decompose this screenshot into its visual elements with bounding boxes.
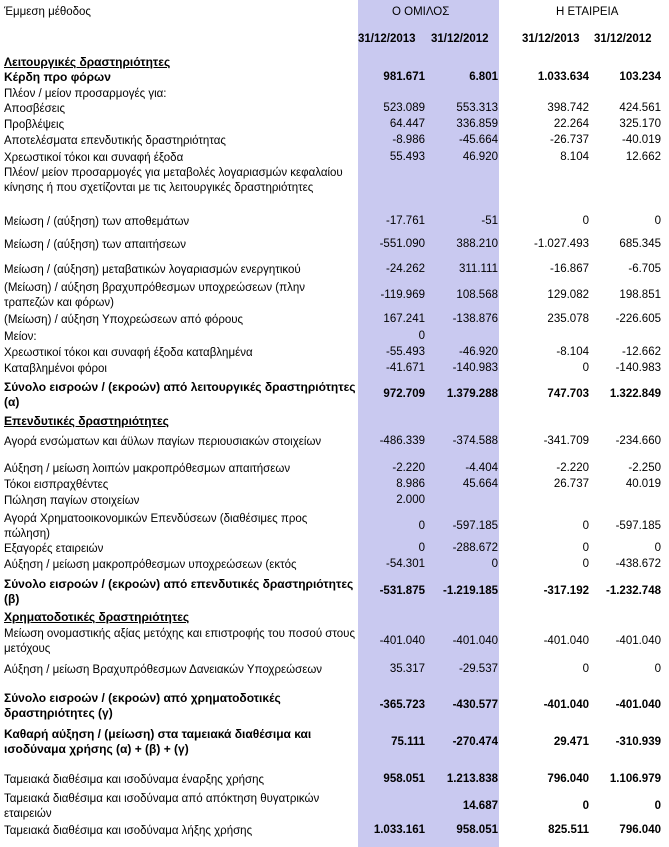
value-cell: 108.568 <box>456 289 498 301</box>
value-cell: -55.493 <box>385 346 425 358</box>
row-label: Ταμειακά διαθέσιμα και ισοδύναμα λήξης χρήσης <box>4 825 253 837</box>
value-cell: 523.089 <box>383 102 425 114</box>
value-cell: -2.220 <box>556 462 589 474</box>
row-label: Επενδυτικές δραστηριότητες <box>4 414 169 428</box>
value-cell: -401.040 <box>615 699 661 711</box>
value-cell: 0 <box>582 800 589 812</box>
value-cell: -119.969 <box>380 289 425 301</box>
value-cell: -531.875 <box>379 585 425 597</box>
value-cell: -486.339 <box>379 435 425 447</box>
value-cell: -438.672 <box>615 558 661 570</box>
table-row <box>0 512 669 542</box>
value-cell: 311.111 <box>458 263 498 275</box>
value-cell: -6.705 <box>628 263 661 275</box>
row-label: Κέρδη προ φόρων <box>4 70 111 84</box>
value-cell: 796.040 <box>619 824 661 836</box>
row-label: Αύξηση / μείωση μακροπρόθεσμων υποχρεώσεων (εκτός <box>4 559 297 571</box>
value-cell: 796.040 <box>547 773 589 785</box>
row-label: Μείωση ονομαστικής αξίας μετόχης και επιστροφής του ποσού στους μετόχους <box>4 628 356 655</box>
table-row <box>0 281 669 311</box>
row-label: Πλέον/ μείον προσαρμογές για μεταβολές λογαριασμών κεφαλαίου κίνησης ή που σχετίζονται με τις λειτουργικές δραστηριότητες <box>4 167 343 194</box>
value-cell: -8.986 <box>392 134 425 146</box>
table-row <box>0 792 669 822</box>
value-cell: 129.082 <box>547 289 589 301</box>
table-row <box>0 151 669 166</box>
value-cell: -1.027.493 <box>534 238 589 250</box>
value-cell: -1.232.748 <box>606 585 661 597</box>
table-row <box>0 134 669 149</box>
date-header: 31/12/2012 <box>594 33 652 45</box>
table-row <box>0 238 669 253</box>
value-cell: 40.019 <box>625 478 661 490</box>
value-cell: -8.104 <box>556 346 589 358</box>
value-cell: 8.104 <box>560 151 589 163</box>
value-cell: -317.192 <box>543 585 589 597</box>
value-cell: -597.185 <box>452 520 498 532</box>
row-label: Λειτουργικές δραστηριότητες <box>4 55 171 69</box>
method-label: Έμμεση μέθοδος <box>4 6 91 18</box>
table-row <box>0 542 669 557</box>
table-header <box>0 0 669 54</box>
value-cell: 0 <box>582 663 589 675</box>
value-cell: 26.737 <box>553 478 589 490</box>
value-cell: -4.404 <box>465 462 498 474</box>
value-cell: -288.672 <box>452 542 498 554</box>
value-cell: 0 <box>582 558 589 570</box>
value-cell: 0 <box>582 520 589 532</box>
value-cell: 0 <box>582 362 589 374</box>
value-cell: -551.090 <box>379 238 425 250</box>
row-label: Αύξηση / μείωση Βραχυπρόθεσμων Δανειακών Υποχρεώσεων <box>4 664 323 676</box>
value-cell: -41.671 <box>385 362 425 374</box>
row-label: Αποτελέσματα επενδυτικής δραστηριότητας <box>4 135 226 147</box>
row-label: Μείωση / (αύξηση) των απαιτήσεων <box>4 239 186 251</box>
value-cell: -26.737 <box>549 134 589 146</box>
value-cell: 1.213.838 <box>446 773 498 785</box>
value-cell: -17.761 <box>385 215 425 227</box>
value-cell: 64.447 <box>389 118 425 130</box>
table-row <box>0 87 669 102</box>
value-cell: 12.662 <box>625 151 661 163</box>
value-cell: 45.664 <box>462 478 498 490</box>
value-cell: -226.605 <box>615 313 661 325</box>
value-cell: 0 <box>418 542 425 554</box>
value-cell: -2.250 <box>628 462 661 474</box>
value-cell: 1.033.634 <box>537 71 589 83</box>
value-cell: -401.040 <box>543 635 589 647</box>
value-cell: 398.742 <box>547 102 589 114</box>
value-cell: -40.019 <box>621 134 661 146</box>
value-cell: 14.687 <box>462 800 498 812</box>
row-label: Μείον: <box>4 331 37 343</box>
value-cell: 553.313 <box>456 102 498 114</box>
value-cell: -54.301 <box>385 558 425 570</box>
value-cell: 958.051 <box>456 824 498 836</box>
row-label: Πλέον / μείον προσαρμογές για: <box>4 88 167 100</box>
value-cell: 75.111 <box>391 736 425 748</box>
table-row <box>0 118 669 133</box>
value-cell: 0 <box>654 800 661 812</box>
date-header: 31/12/2013 <box>358 33 416 45</box>
row-label: (Μείωση) / αύξηση βραχυπρόθεσμων υποχρεώσεων (πλην τραπεζών και φόρων) <box>4 282 305 309</box>
date-header: 31/12/2013 <box>522 33 580 45</box>
row-label: Χρεωστικοί τόκοι και συναφή έξοδα <box>4 152 184 164</box>
value-cell: 1.033.161 <box>373 824 425 836</box>
value-cell: -310.939 <box>615 736 661 748</box>
value-cell: -45.664 <box>458 134 498 146</box>
table-row <box>0 263 669 278</box>
value-cell: -234.660 <box>615 435 661 447</box>
value-cell: 1.379.288 <box>446 388 498 400</box>
value-cell: -401.040 <box>543 699 589 711</box>
table-row <box>0 215 669 230</box>
table-row <box>0 330 669 345</box>
subtotal-row <box>0 70 669 86</box>
value-cell: -401.040 <box>615 635 661 647</box>
row-label: Πώληση παγίων στοιχείων <box>4 495 140 507</box>
value-cell: 1.322.849 <box>609 388 661 400</box>
table-row <box>0 773 669 788</box>
value-cell: 981.671 <box>383 71 425 83</box>
value-cell: 972.709 <box>383 388 425 400</box>
value-cell: 235.078 <box>547 313 589 325</box>
value-cell: -12.662 <box>621 346 661 358</box>
table-row <box>0 663 669 678</box>
value-cell: -341.709 <box>543 435 589 447</box>
value-cell: -597.185 <box>615 520 661 532</box>
row-label: Χρεωστικοί τόκοι και συναφή έξοδα καταβλημένα <box>4 347 253 359</box>
value-cell: -430.577 <box>452 699 498 711</box>
subtotal-row <box>0 727 669 759</box>
value-cell: -51 <box>481 215 498 227</box>
subtotal-row <box>0 691 669 721</box>
row-label: Προβλέψεις <box>4 119 65 131</box>
value-cell: 825.511 <box>548 824 589 836</box>
value-cell: -46.920 <box>458 346 498 358</box>
row-label: Σύνολο εισροών / (εκροών) από λειτουργικές δραστηριότητες (α) <box>4 380 356 409</box>
value-cell: 2.000 <box>396 494 425 506</box>
value-cell: 6.801 <box>469 71 498 83</box>
table-row <box>0 166 669 211</box>
date-header: 31/12/2012 <box>431 33 489 45</box>
value-cell: 0 <box>418 520 425 532</box>
value-cell: 46.920 <box>462 151 498 163</box>
row-label: Αύξηση / μείωση λοιπών μακροπρόθεσμων απαιτήσεων <box>4 463 291 475</box>
value-cell: 424.561 <box>619 102 661 114</box>
table-row <box>0 435 669 450</box>
row-label: Σύνολο εισροών / (εκροών) από χρηματοδοτικές δραστηριότητες (γ) <box>4 691 281 720</box>
row-label: Καθαρή αύξηση / (μείωση) στα ταμειακά διαθέσιμα και ισοδύναμα χρήσης (α) + (β) + (γ) <box>4 727 312 756</box>
value-cell: 35.317 <box>389 663 425 675</box>
table-row <box>0 346 669 361</box>
value-cell: -401.040 <box>452 635 498 647</box>
row-label: Σύνολο εισροών / (εκροών) από επενδυτικές δραστηριότητες (β) <box>4 577 354 606</box>
row-label: Αγορά Χρηματοοικονομικών Επενδύσεων (διαθέσιμες προς πώληση) <box>4 513 308 540</box>
row-label: Ταμειακά διαθέσιμα και ισοδύναμα έναρξης χρήσης <box>4 774 265 786</box>
value-cell: 103.234 <box>619 71 661 83</box>
value-cell: -270.474 <box>452 736 498 748</box>
value-cell: 8.986 <box>396 478 425 490</box>
value-cell: -401.040 <box>379 635 425 647</box>
table-row <box>0 627 669 657</box>
value-cell: 0 <box>654 542 661 554</box>
value-cell: -29.537 <box>458 663 498 675</box>
row-label: Μείωση / (αύξηση) των αποθεμάτων <box>4 216 190 228</box>
subtotal-row <box>0 577 669 607</box>
company-header: Η ΕΤΑΙΡΕΙΑ <box>556 6 619 18</box>
value-cell: 0 <box>491 558 498 570</box>
value-cell: -140.983 <box>615 362 661 374</box>
section-heading <box>0 414 669 429</box>
value-cell: 0 <box>654 215 661 227</box>
value-cell: -365.723 <box>379 699 425 711</box>
table-row <box>0 478 669 493</box>
table-row <box>0 462 669 477</box>
value-cell: -140.983 <box>452 362 498 374</box>
row-label: Ταμειακά διαθέσιμα και ισοδύναμα από απόκτηση θυγατρικών εταιρειών <box>4 793 320 820</box>
value-cell: 336.859 <box>456 118 498 130</box>
value-cell: 29.471 <box>553 736 589 748</box>
value-cell: 0 <box>418 330 425 342</box>
row-label: Αποσβέσεις <box>4 103 65 115</box>
value-cell: 325.170 <box>619 118 661 130</box>
value-cell: 388.210 <box>456 238 498 250</box>
table-row <box>0 558 669 573</box>
value-cell: 958.051 <box>383 773 425 785</box>
value-cell: -2.220 <box>392 462 425 474</box>
value-cell: 685.345 <box>619 238 661 250</box>
row-label: Αγορά ενσώματων και άϋλων παγίων περιουσιακών στοιχείων <box>4 436 322 448</box>
value-cell: 198.851 <box>619 289 661 301</box>
value-cell: -24.262 <box>385 263 425 275</box>
value-cell: 1.106.979 <box>609 773 661 785</box>
row-label: (Μείωση) / αύξηση Υποχρεώσεων από φόρους <box>4 314 244 326</box>
value-cell: 747.703 <box>547 388 589 400</box>
value-cell: 0 <box>654 663 661 675</box>
table-row <box>0 102 669 117</box>
value-cell: 0 <box>582 215 589 227</box>
table-row <box>0 313 669 328</box>
group-header: Ο ΟΜΙΛΟΣ <box>392 6 450 18</box>
section-heading <box>0 610 669 625</box>
table-row <box>0 362 669 377</box>
value-cell: -138.876 <box>452 313 498 325</box>
row-label: Καταβλημένοι φόροι <box>4 363 107 375</box>
table-row <box>0 824 669 839</box>
value-cell: 55.493 <box>389 151 425 163</box>
row-label: Χρηματοδοτικές δραστηριότητες <box>4 610 190 624</box>
row-label: Μείωση / (αύξηση) μεταβατικών λογαριασμών ενεργητικού <box>4 264 301 276</box>
section-heading <box>0 55 669 70</box>
value-cell: 22.264 <box>553 118 589 130</box>
subtotal-row <box>0 380 669 410</box>
value-cell: -374.588 <box>452 435 498 447</box>
value-cell: -1.219.185 <box>443 585 498 597</box>
table-row <box>0 494 669 509</box>
row-label: Εξαγορές εταιρειών <box>4 543 104 555</box>
value-cell: 0 <box>582 542 589 554</box>
value-cell: 167.241 <box>383 313 425 325</box>
value-cell: -16.867 <box>549 263 589 275</box>
row-label: Τόκοι εισπραχθέντες <box>4 479 109 491</box>
